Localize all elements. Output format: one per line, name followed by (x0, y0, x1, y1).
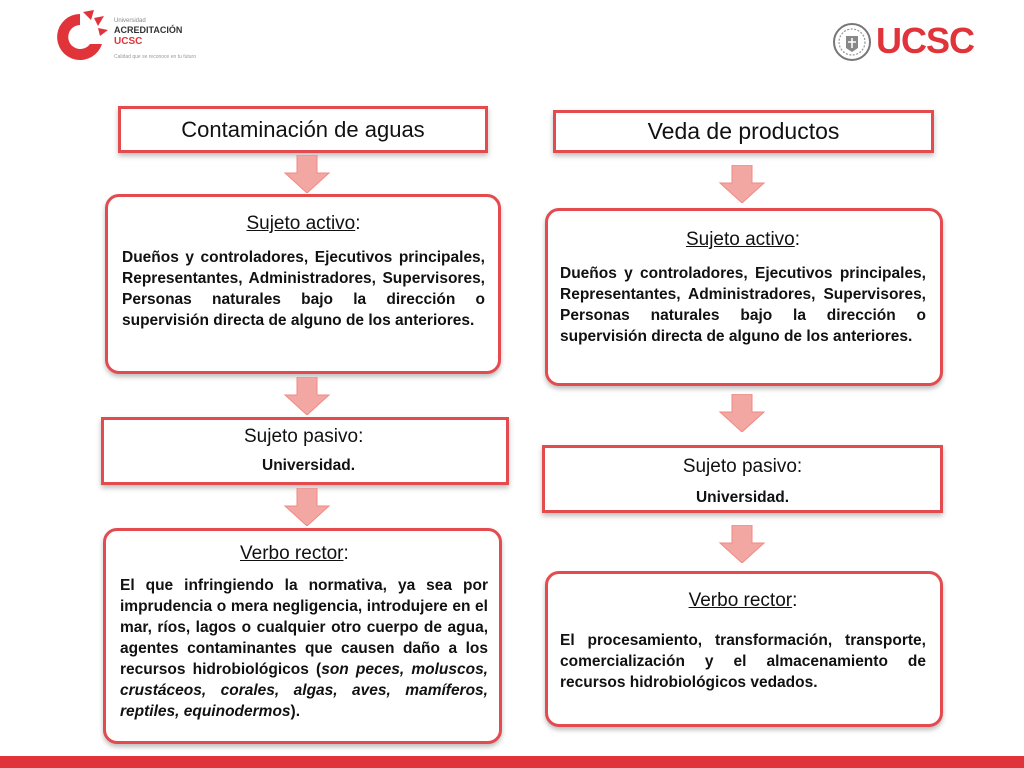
arrow-down-icon (718, 525, 766, 563)
university-seal-icon (832, 20, 872, 64)
accred-line3: UCSC (114, 36, 143, 47)
right-sujeto-pasivo-text: Universidad. (695, 489, 790, 506)
accred-tagline: Calidad que se reconoce en tu futuro (114, 54, 196, 60)
ucsc-logo-text: UCSC (876, 20, 975, 61)
left-title-box (118, 106, 488, 153)
accred-line2: ACREDITACIÓN (114, 25, 183, 35)
left-sujeto-pasivo-heading: Sujeto pasivo: (244, 426, 364, 447)
left-verbo-rector-box (103, 528, 502, 744)
right-sujeto-activo-heading: Sujeto activo: (685, 229, 801, 250)
accred-line1: Universidad (114, 18, 146, 24)
accreditation-swirl-icon (50, 8, 110, 66)
accreditation-logo (50, 8, 240, 66)
right-sujeto-activo-box (545, 208, 943, 386)
right-verbo-rector-box (545, 571, 943, 727)
left-sujeto-pasivo-box (101, 417, 509, 485)
footer-bar (0, 756, 1024, 768)
right-sujeto-pasivo-box (542, 445, 943, 513)
left-title: Contaminación de aguas (181, 116, 425, 142)
right-verbo-rector-heading: Verbo rector: (688, 590, 798, 611)
ucsc-logo (832, 18, 975, 66)
right-title-box (553, 110, 934, 153)
left-verbo-rector-text: El que infringiendo la normativa, ya sea por imprudencia o mera negligencia, introdujere en el mar, ríos, lagos o cualquier otro cuerpo de agua, agentes contaminantes que causen daño a los recursos hidrobiológicos (son peces, moluscos, crustáceos, corales, algas, aves, mamíferos, reptiles, equinodermos). (120, 577, 488, 720)
arrow-down-icon (718, 165, 766, 203)
right-title: Veda de productos (647, 118, 840, 144)
right-sujeto-pasivo-heading: Sujeto pasivo: (682, 456, 803, 477)
right-verbo-rector-text: El procesamiento, transformación, transporte, comercialización y el almacenamiento de recursos hidrobiológicos vedados. (560, 632, 926, 691)
left-sujeto-activo-heading: Sujeto activo: (246, 213, 361, 234)
left-sujeto-pasivo-text: Universidad. (262, 457, 356, 474)
arrow-down-icon (283, 377, 331, 415)
arrow-down-icon (283, 488, 331, 526)
arrow-down-icon (718, 394, 766, 432)
left-sujeto-activo-text: Dueños y controladores, Ejecutivos principales, Representantes, Administradores, Supervisores, Personas naturales bajo la dirección o supervisión directa de alguno de los anteriores. (122, 249, 485, 329)
left-verbo-rector-heading: Verbo rector: (240, 543, 349, 564)
arrow-down-icon (283, 155, 331, 193)
left-sujeto-activo-box (105, 194, 501, 374)
right-sujeto-activo-text: Dueños y controladores, Ejecutivos principales, Representantes, Administradores, Supervisores, Personas naturales bajo la dirección o supervisión directa de alguno de los anteriores. (560, 265, 926, 345)
